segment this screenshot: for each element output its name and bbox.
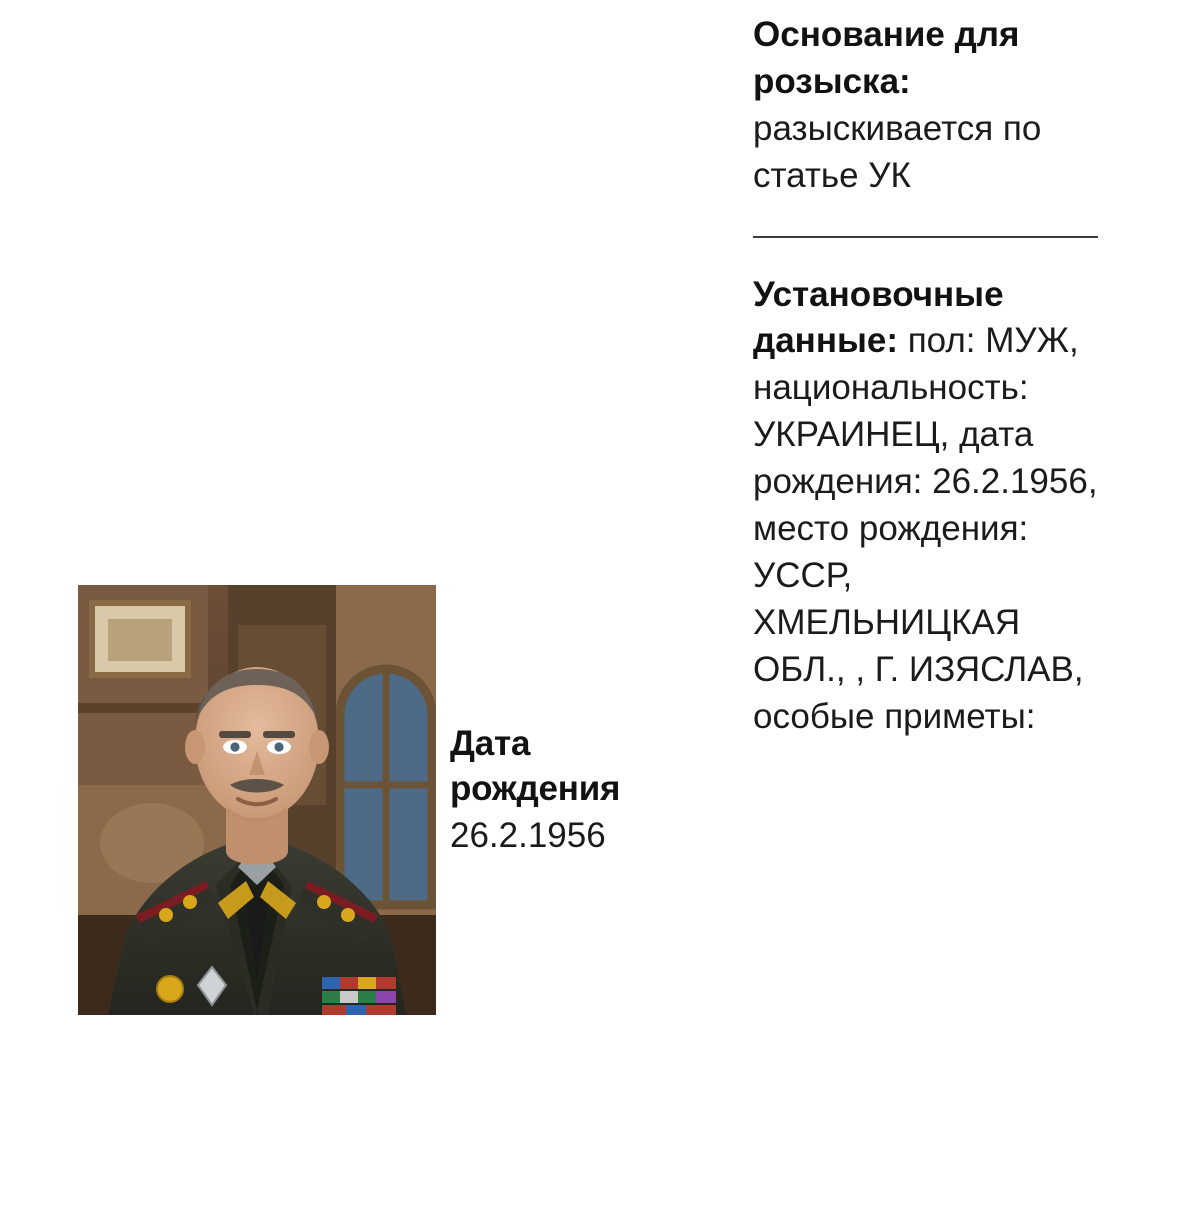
section-divider <box>753 236 1098 238</box>
portrait-illustration <box>78 585 436 1015</box>
birth-date-label: Дата рождения <box>450 724 621 808</box>
identification-text: пол: МУЖ, национальность: УКРАИНЕЦ, дата рождения: 26.2.1956, место рождения: УССР, ХМЕЛЬНИЦКАЯ ОБЛ., , Г. ИЗЯСЛАВ, особые приметы: <box>753 321 1098 736</box>
reason-text: разыскивается по статье УК <box>753 108 1042 195</box>
reason-heading-colon: : <box>899 61 911 101</box>
identification-section <box>753 272 1103 741</box>
birth-date-block <box>450 722 685 858</box>
birth-date-value: 26.2.1956 <box>450 815 606 855</box>
reason-section <box>753 0 1103 200</box>
right-column <box>753 0 1103 740</box>
subject-photo <box>78 585 436 1015</box>
identification-heading: Установочные данные: <box>753 274 1004 361</box>
reason-heading: Основание для розыска <box>753 15 1020 101</box>
